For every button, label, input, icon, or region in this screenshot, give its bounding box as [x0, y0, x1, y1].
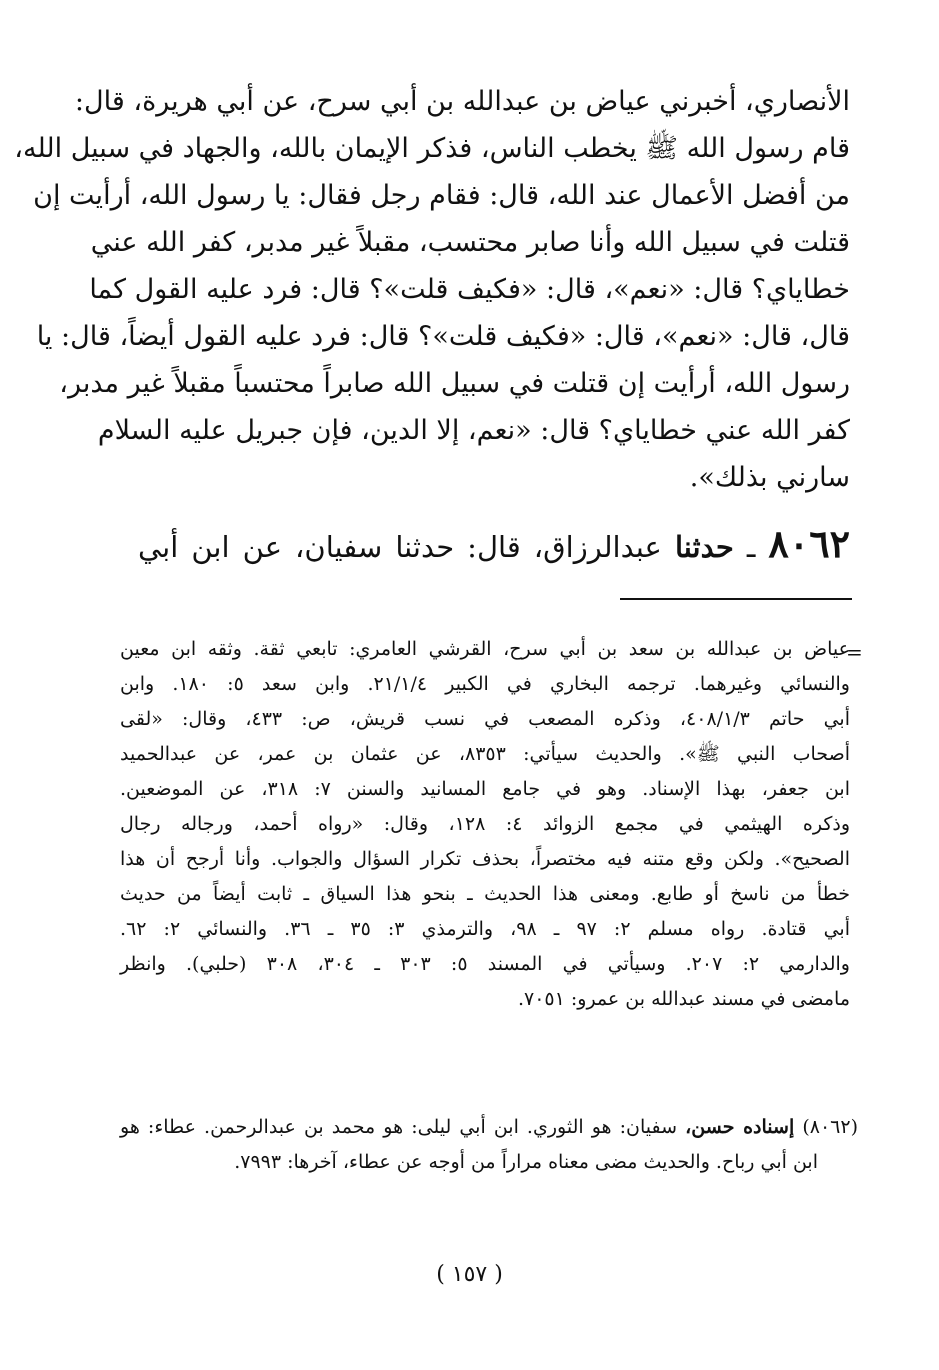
footnote-line [120, 1110, 858, 1145]
footnote-block-1 [120, 632, 850, 1017]
footnote-line: عياض بن عبدالله بن سعد بن أبي سرح، القرشي العامري: تابعي ثقة. وثقه ابن معين [120, 638, 850, 660]
main-text [14, 78, 850, 501]
footnote-line: الصحيح». ولكن وقع متنه فيه مختصراً، بحذف تكرار السؤال والجواب. وأنا أرجح أن هذا [120, 848, 850, 870]
footnote-line: خطأ من ناسخ أو طابع. ومعنى هذا الحديث ـ بنحو هذا السياق ـ ثابت أيضاً من حديث [120, 883, 850, 905]
footnote-line: ابن جعفر، بهذا الإسناد. وهو في جامع المسانيد والسنن ٧: ٣١٨، عن الموضعين. [120, 778, 850, 800]
footnote-line: ابن أبي رباح. والحديث مضى معناه مراراً من أوجه عن عطاء، آخرها: ٧٩٩٣. [234, 1151, 818, 1173]
footnote-continuation-mark: = [846, 640, 863, 664]
hadith-dash: ـ [746, 530, 756, 564]
footnote-block-2 [120, 1110, 858, 1180]
hadith-heading [138, 514, 850, 574]
main-text-line: من أفضل الأعمال عند الله، قال: فقام رجل فقال: يا رسول الله، أرأيت إن [33, 180, 850, 211]
footnote-ref: (٨٠٦٢) [802, 1116, 859, 1138]
footnote-line: والنسائي وغيرهما. ترجمه البخاري في الكبير ٢١/١/٤. وابن سعد ٥: ١٨٠. وابن [120, 673, 850, 695]
hadith-number: ٨٠٦٢ [768, 521, 851, 566]
footnote-separator [620, 598, 852, 600]
main-text-line: قام رسول الله ﷺ يخطب الناس، فذكر الإيمان بالله، والجهاد في سبيل الله، [14, 133, 850, 164]
main-text-line: كفر الله عني خطاياي؟ قال: «نعم، إلا الدين، فإن جبريل عليه السلام [97, 415, 850, 446]
hadith-isnad-text: عبدالرزاق، قال: حدثنا سفيان، عن ابن أبي [138, 530, 662, 564]
footnote-line: أبي قتادة. رواه مسلم ٢: ٩٧ ـ ٩٨، والترمذي ٣: ٣٥ ـ ٣٦. والنسائي ٢: ٦٢. [120, 918, 850, 940]
footnote-line: أبي حاتم ٤٠٨/١/٣، وذكره المصعب في نسب قريش، ص: ٤٣٣، وقال: «لقى [120, 708, 851, 730]
footnote-line: وذكره الهيثمي في مجمع الزوائد ٤: ١٢٨، وقال: «رواه أحمد، ورجاله رجال [120, 813, 851, 835]
main-text-line: قال، قال: «نعم»، قال: «فكيف قلت»؟ قال: فرد عليه القول أيضاً، قال: يا [36, 321, 850, 352]
page-number: ( ١٥٧ ) [436, 1262, 503, 1287]
main-text-line: خطاياي؟ قال: «نعم»، قال: «فكيف قلت»؟ قال: فرد عليه القول كما [89, 274, 850, 305]
footnote-grade-label: إسناده حسن، [685, 1116, 795, 1138]
main-text-line: سارني بذلك». [689, 462, 850, 493]
footnote-line: والدارمي ٢: ٢٠٧. وسيأتي في المسند ٥: ٣٠٣ ـ ٣٠٤، ٣٠٨ (حلبي). وانظر [120, 953, 850, 975]
footnote-text: سفيان: هو الثوري. ابن أبي ليلى: هو محمد بن عبدالرحمن. عطاء: هو [120, 1116, 678, 1138]
footnote-line: أصحاب النبي ﷺ». والحديث سيأتي: ٨٣٥٣، عن عثمان بن عمر، عن عبدالحميد [120, 743, 850, 765]
footnote-line: مامضى في مسند عبدالله بن عمرو: ٧٠٥١. [517, 988, 850, 1010]
main-text-line: رسول الله، أرأيت إن قتلت في سبيل الله صابراً محتسباً مقبلاً غير مدبر، [59, 368, 850, 399]
main-text-line: الأنصاري، أخبرني عياض بن عبدالله بن أبي سرح، عن أبي هريرة، قال: [74, 86, 850, 117]
hadith-lead-word: حدثنا [674, 530, 734, 564]
main-text-line: قتلت في سبيل الله وأنا صابر محتسب، مقبلاً غير مدبر، كفر الله عني [90, 227, 850, 258]
